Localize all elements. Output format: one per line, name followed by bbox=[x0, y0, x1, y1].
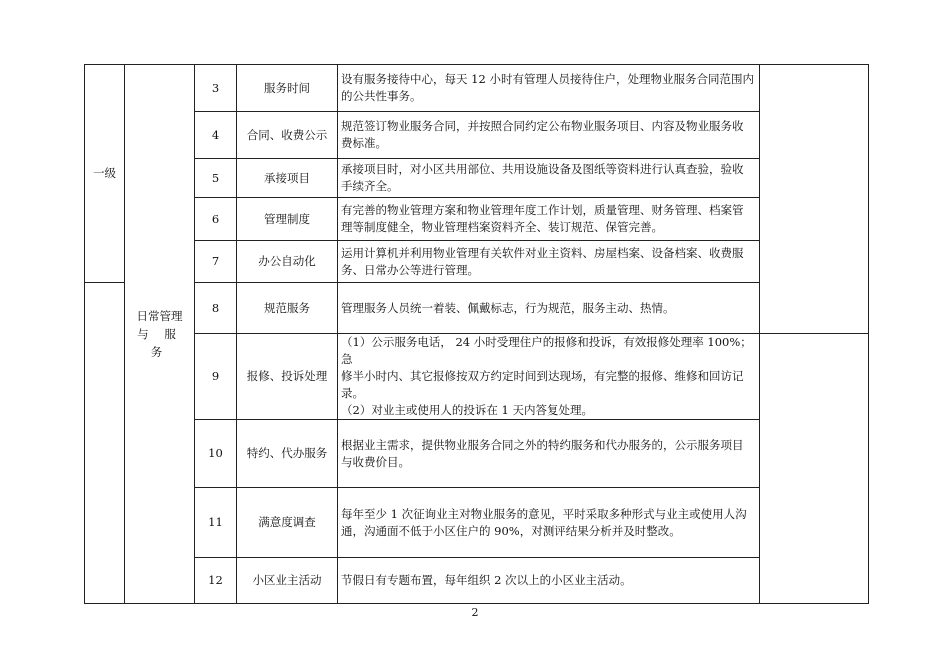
desc-line: 务、日常办公等进行管理。 bbox=[341, 262, 479, 277]
table-row bbox=[85, 488, 869, 558]
item-name: 服务时间 bbox=[237, 65, 338, 112]
page-number: 2 bbox=[471, 606, 479, 619]
desc-line: 节假日有专题布置，每年组织 2 次以上的小区业主活动。 bbox=[341, 573, 632, 587]
table-row bbox=[85, 65, 869, 112]
item-description bbox=[338, 488, 760, 558]
item-name: 规范服务 bbox=[237, 283, 338, 334]
table-row bbox=[85, 420, 869, 488]
item-description bbox=[338, 112, 760, 159]
item-name: 合同、收费公示 bbox=[237, 112, 338, 159]
item-description bbox=[338, 283, 760, 334]
item-description bbox=[338, 420, 760, 488]
desc-line: 运用计算机并利用物业管理有关软件对业主资料、房屋档案、设备档案、收费服 bbox=[341, 245, 744, 260]
item-description bbox=[338, 159, 760, 198]
remarks-cell bbox=[760, 65, 869, 334]
item-description bbox=[338, 198, 760, 241]
level-label: 一级 bbox=[93, 166, 116, 180]
desc-line: 修半小时内、其它报修按双方约定时间到达现场，有完整的报修、维修和回访记 bbox=[341, 369, 744, 383]
category-line1: 日常管理 bbox=[136, 309, 183, 323]
desc-line: 根据业主需求，提供物业服务合同之外的特约服务和代办服务的，公示服务项目 bbox=[341, 437, 744, 452]
item-name: 办公自动化 bbox=[237, 241, 338, 283]
desc-line: 管理服务人员统一着装、佩戴标志，行为规范，服务主动、热情。 bbox=[341, 300, 675, 315]
desc-line: 规范签订物业服务合同，并按照合同约定公布物业服务项目、内容及物业服务收 bbox=[341, 119, 744, 133]
row-number: 10 bbox=[195, 420, 237, 488]
item-name: 特约、代办服务 bbox=[237, 420, 338, 488]
item-name: 小区业主活动 bbox=[237, 558, 338, 604]
desc-line: 与收费价目。 bbox=[341, 454, 410, 469]
item-description bbox=[338, 241, 760, 283]
item-name: 承接项目 bbox=[237, 159, 338, 198]
level-cell bbox=[85, 65, 125, 283]
row-number: 6 bbox=[195, 198, 237, 241]
desc-line: 的公共性事务。 bbox=[341, 89, 422, 103]
table-row bbox=[85, 334, 869, 420]
row-number: 4 bbox=[195, 112, 237, 159]
item-name: 报修、投诉处理 bbox=[237, 334, 338, 420]
item-name: 管理制度 bbox=[237, 198, 338, 241]
desc-line: （2）对业主或使用人的投诉在 1 天内答复处理。 bbox=[341, 403, 593, 417]
item-description bbox=[338, 558, 760, 604]
service-standards-table bbox=[84, 64, 869, 604]
row-number: 12 bbox=[195, 558, 237, 604]
desc-line: 设有服务接待中心，每天 12 小时有管理人员接待住户，处理物业服务合同范围内 bbox=[341, 72, 754, 86]
desc-line: 录。 bbox=[341, 386, 364, 400]
row-number: 11 bbox=[195, 488, 237, 558]
desc-line: 承接项目时，对小区共用部位、共用设施设备及图纸等资料进行认真查验，验收 bbox=[341, 162, 744, 176]
item-description bbox=[338, 65, 760, 112]
desc-line: 费标准。 bbox=[341, 136, 387, 150]
row-number: 5 bbox=[195, 159, 237, 198]
row-number: 9 bbox=[195, 334, 237, 420]
table-row bbox=[85, 558, 869, 604]
remarks-cell bbox=[760, 334, 869, 604]
row-number: 8 bbox=[195, 283, 237, 334]
desc-line: 手续齐全。 bbox=[341, 179, 399, 193]
table-row bbox=[85, 112, 869, 159]
table-row bbox=[85, 241, 869, 283]
desc-line: 有完善的物业管理方案和物业管理年度工作计划，质量管理、财务管理、档案管 bbox=[341, 203, 744, 217]
desc-line: 通，沟通面不低于小区住户的 90%，对测评结果分析并及时整改。 bbox=[341, 523, 681, 538]
item-description bbox=[338, 334, 760, 420]
desc-line: 理等制度健全，物业管理档案资料齐全、装订规范、保管完善。 bbox=[341, 220, 663, 234]
category-label bbox=[125, 307, 194, 361]
row-number: 7 bbox=[195, 241, 237, 283]
row-number: 3 bbox=[195, 65, 237, 112]
category-cell bbox=[125, 65, 195, 604]
desc-line: （1）公示服务电话， 24 小时受理住户的报修和投诉，有效报修处理率 100%；急 bbox=[341, 335, 752, 366]
category-line2: 与 服 务 bbox=[137, 327, 182, 359]
item-name: 满意度调查 bbox=[237, 488, 338, 558]
desc-line: 每年至少 1 次征询业主对物业服务的意见，平时采取多种形式与业主或使用人沟 bbox=[341, 506, 747, 521]
level-cell-blank bbox=[85, 283, 125, 604]
table-row bbox=[85, 198, 869, 241]
table-row bbox=[85, 283, 869, 334]
table-row bbox=[85, 159, 869, 198]
